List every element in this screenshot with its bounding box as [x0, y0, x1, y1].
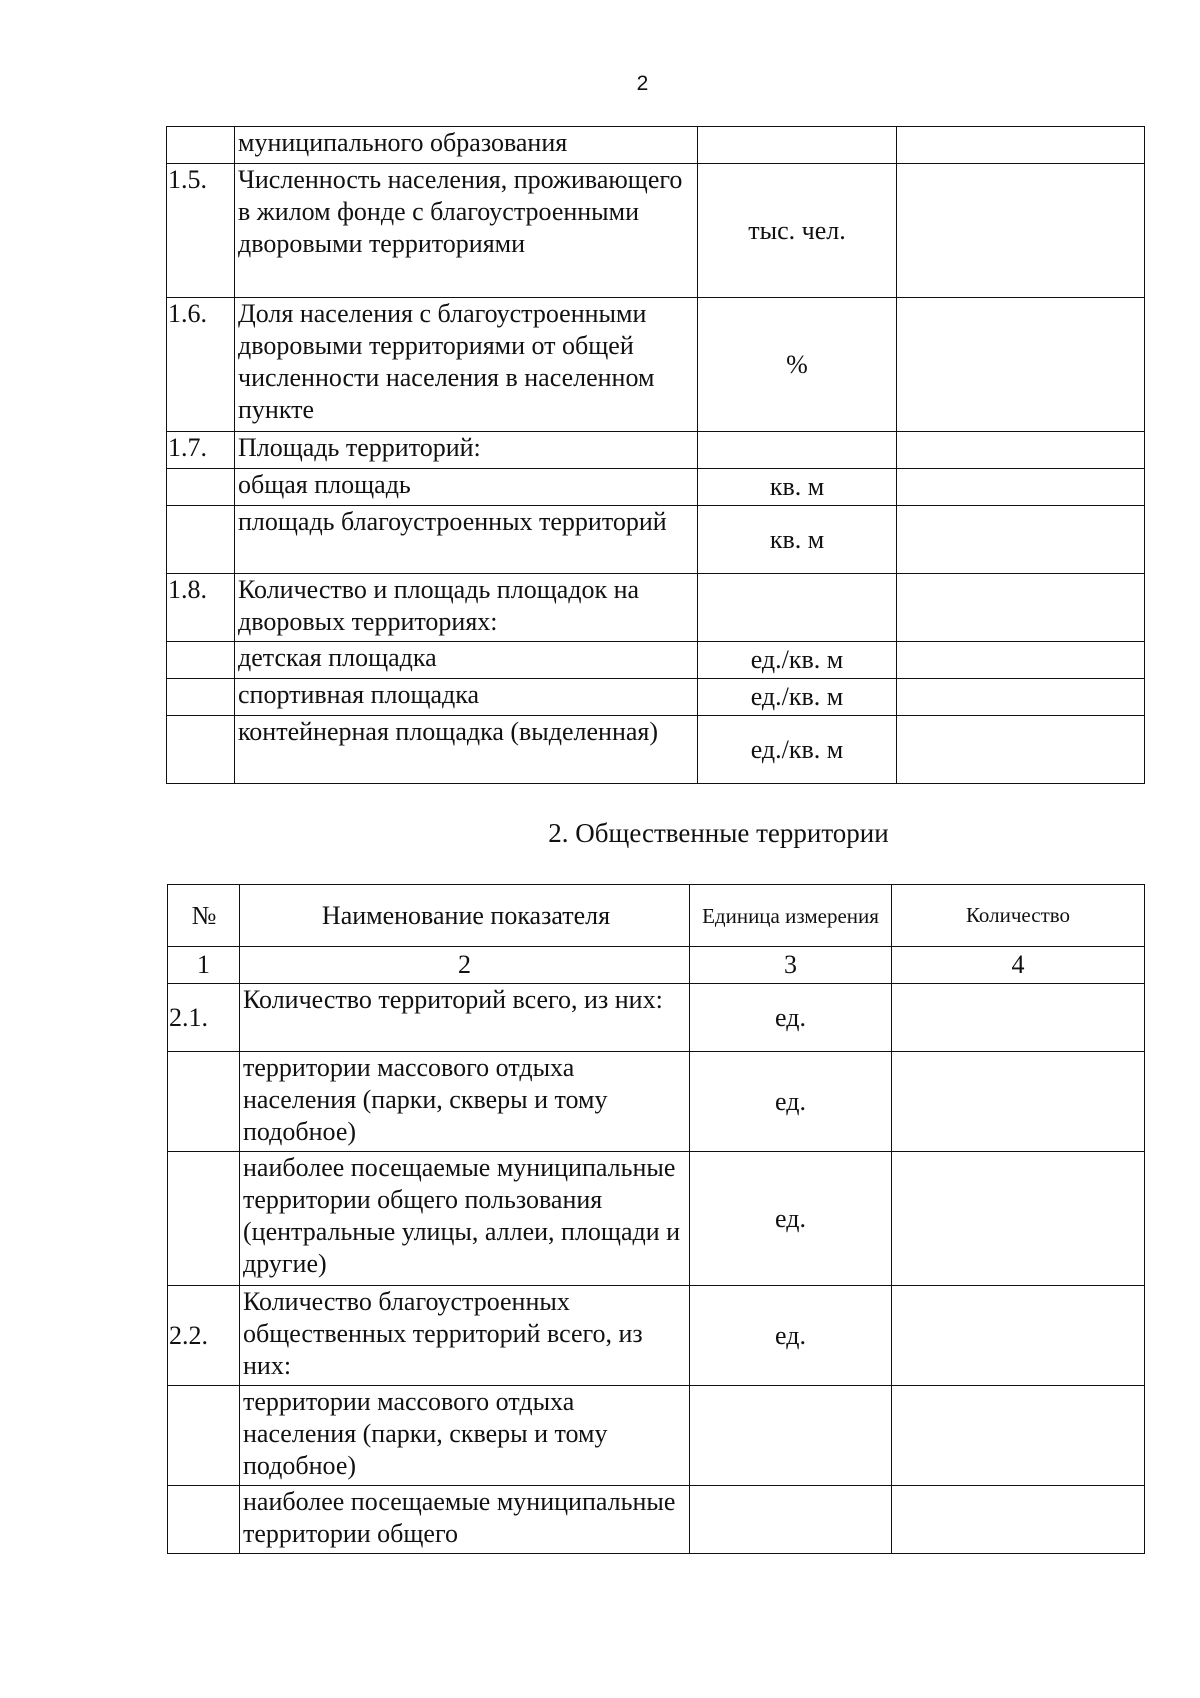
column-header-quantity: Количество [892, 885, 1145, 947]
quantity-cell [892, 1152, 1145, 1286]
indicator-name: контейнерная площадка (выделенная) [235, 716, 698, 784]
unit-cell [690, 1386, 892, 1486]
unit-cell [690, 1486, 892, 1554]
unit-cell: тыс. чел. [698, 164, 897, 298]
table-row [167, 164, 1145, 298]
unit-cell: ед./кв. м [698, 679, 897, 716]
indicator-name: Площадь территорий: [235, 432, 698, 469]
unit-cell: ед. [690, 984, 892, 1052]
table-row [168, 1386, 1145, 1486]
indicator-name: территории массового отдыха населения (парки, скверы и тому подобное) [240, 1386, 690, 1486]
table-yard-territories [166, 126, 1145, 784]
table-row [168, 1152, 1145, 1286]
unit-cell: % [698, 298, 897, 432]
table-row [168, 1286, 1145, 1386]
column-index: 3 [690, 947, 892, 984]
quantity-cell [892, 1286, 1145, 1386]
row-number: 1.5. [167, 164, 235, 298]
row-number: 2.1. [168, 984, 240, 1052]
quantity-cell [892, 1386, 1145, 1486]
unit-cell: ед. [690, 1052, 892, 1152]
table-row [167, 127, 1145, 164]
unit-cell: ед./кв. м [698, 716, 897, 784]
quantity-cell [897, 127, 1145, 164]
table-row [167, 679, 1145, 716]
table-row [167, 298, 1145, 432]
unit-cell: ед. [690, 1152, 892, 1286]
quantity-cell [897, 506, 1145, 574]
indicator-name: наиболее посещаемые муниципальные территории общего [240, 1486, 690, 1554]
quantity-cell [897, 716, 1145, 784]
quantity-cell [897, 574, 1145, 642]
quantity-cell [897, 469, 1145, 506]
quantity-cell [897, 432, 1145, 469]
row-number [168, 1052, 240, 1152]
unit-cell [698, 127, 897, 164]
indicator-name: территории массового отдыха населения (парки, скверы и тому подобное) [240, 1052, 690, 1152]
table-header-row [168, 885, 1145, 947]
column-header-unit: Единица измерения [690, 885, 892, 947]
quantity-cell [897, 642, 1145, 679]
row-number [168, 1386, 240, 1486]
column-index-row [168, 947, 1145, 984]
row-number [168, 1486, 240, 1554]
indicator-name: Доля населения с благоустроенными дворовыми территориями от общей численности населения в населенном пункте [235, 298, 698, 432]
column-header-number: № [168, 885, 240, 947]
row-number: 2.2. [168, 1286, 240, 1386]
unit-cell [698, 432, 897, 469]
unit-cell [698, 574, 897, 642]
table-row [168, 1486, 1145, 1554]
row-number [167, 716, 235, 784]
row-number: 1.7. [167, 432, 235, 469]
table-row [167, 432, 1145, 469]
row-number [167, 642, 235, 679]
quantity-cell [897, 298, 1145, 432]
row-number: 1.6. [167, 298, 235, 432]
table-row [167, 574, 1145, 642]
table-row [168, 1052, 1145, 1152]
quantity-cell [897, 164, 1145, 298]
page-number: 2 [636, 72, 649, 95]
quantity-cell [897, 679, 1145, 716]
row-number [167, 127, 235, 164]
row-number: 1.8. [167, 574, 235, 642]
column-index: 2 [240, 947, 690, 984]
column-index: 1 [168, 947, 240, 984]
column-header-name: Наименование показателя [240, 885, 690, 947]
indicator-name: площадь благоустроенных территорий [235, 506, 698, 574]
column-index: 4 [892, 947, 1145, 984]
unit-cell: ед. [690, 1286, 892, 1386]
indicator-name: Численность населения, проживающего в жилом фонде с благоустроенными дворовыми территориями [235, 164, 698, 298]
row-number [168, 1152, 240, 1286]
table-row [167, 642, 1145, 679]
table-public-territories [167, 884, 1145, 1554]
indicator-name: Количество территорий всего, из них: [240, 984, 690, 1052]
unit-cell: ед./кв. м [698, 642, 897, 679]
indicator-name: наиболее посещаемые муниципальные территории общего пользования (центральные улицы, аллеи, площади и другие) [240, 1152, 690, 1286]
table-row [168, 984, 1145, 1052]
indicator-name: спортивная площадка [235, 679, 698, 716]
row-number [167, 679, 235, 716]
indicator-name: Количество благоустроенных общественных территорий всего, из них: [240, 1286, 690, 1386]
unit-cell: кв. м [698, 469, 897, 506]
indicator-name: детская площадка [235, 642, 698, 679]
row-number [167, 506, 235, 574]
indicator-name: Количество и площадь площадок на дворовых территориях: [235, 574, 698, 642]
table-row [167, 469, 1145, 506]
indicator-name: муниципального образования [235, 127, 698, 164]
section-title: 2. Общественные территории [548, 818, 889, 848]
quantity-cell [892, 1486, 1145, 1554]
indicator-name: общая площадь [235, 469, 698, 506]
row-number [167, 469, 235, 506]
unit-cell: кв. м [698, 506, 897, 574]
quantity-cell [892, 984, 1145, 1052]
table-row [167, 716, 1145, 784]
quantity-cell [892, 1052, 1145, 1152]
table-row [167, 506, 1145, 574]
